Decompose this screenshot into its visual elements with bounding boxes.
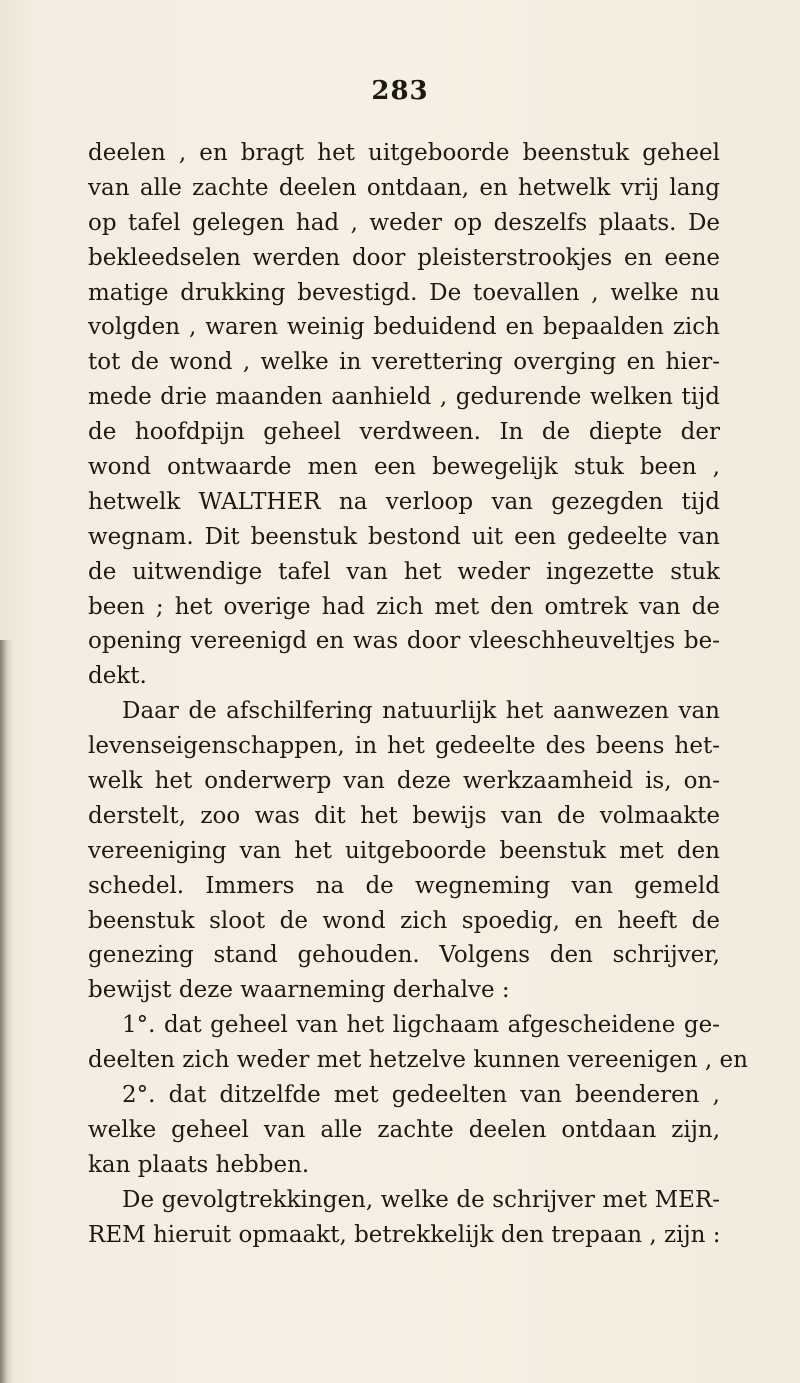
text-line: vereeniging van het uitgeboorde beenstuk met den: [88, 837, 720, 864]
paragraph-first-line: Daar de afschilfering natuurlijk het aanwezen van: [122, 698, 720, 725]
paragraph-first-line: De gevolgtrekkingen, welke de schrijver met MER-: [122, 1186, 720, 1213]
text-line: van alle zachte deelen ontdaan, en hetwelk vrij lang: [88, 174, 720, 201]
text-line: welke geheel van alle zachte deelen ontdaan zijn,: [88, 1116, 720, 1143]
text-line: op tafel gelegen had , weder op deszelfs plaats. De: [88, 209, 720, 236]
body-text: [88, 136, 748, 1253]
text-line: been ; het overige had zich met den omtrek van de: [88, 593, 720, 620]
text-line: matige drukking bevestigd. De toevallen , welke nu: [88, 279, 720, 306]
text-line: deelten zich weder met hetzelve kunnen vereenigen , en: [88, 1047, 748, 1074]
text-line: wegnam. Dit beenstuk bestond uit een gedeelte van: [88, 523, 720, 550]
text-line: kan plaats hebben.: [88, 1151, 310, 1178]
text-line: de uitwendige tafel van het weder ingezette stuk: [88, 558, 720, 585]
text-line: hetwelk WALTHER na verloop van gezegden tijd: [88, 488, 720, 515]
text-line: bekleedselen werden door pleisterstrookjes en eene: [88, 244, 720, 271]
numbered-item-2: 2°. dat ditzelfde met gedeelten van beenderen ,: [122, 1082, 720, 1109]
text-line: REM hieruit opmaakt, betrekkelijk den trepaan , zijn :: [88, 1221, 721, 1248]
text-line: dekt.: [88, 663, 147, 690]
text-line: derstelt, zoo was dit het bewijs van de volmaakte: [88, 802, 720, 829]
text-line: mede drie maanden aanhield , gedurende welken tijd: [88, 384, 720, 411]
text-line: volgden , waren weinig beduidend en bepaalden zich: [88, 314, 720, 341]
text-line: schedel. Immers na de wegneming van gemeld: [88, 872, 720, 899]
text-line: genezing stand gehouden. Volgens den schrijver,: [88, 942, 720, 969]
page-number: 283: [371, 76, 429, 106]
text-line: bewijst deze waarneming derhalve :: [88, 977, 510, 1004]
page-gutter-shadow: [0, 640, 14, 1383]
numbered-item-1: 1°. dat geheel van het ligchaam afgescheidene ge-: [122, 1012, 720, 1039]
text-line: opening vereenigd en was door vleeschheuveltjes be-: [88, 628, 720, 655]
text-line: levenseigenschappen, in het gedeelte des beens het-: [88, 733, 720, 760]
text-line: de hoofdpijn geheel verdween. In de diepte der: [88, 419, 720, 446]
text-line: deelen , en bragt het uitgeboorde beenstuk geheel: [88, 140, 720, 166]
text-line: beenstuk sloot de wond zich spoedig, en heeft de: [88, 907, 720, 934]
text-line: wond ontwaarde men een bewegelijk stuk been ,: [88, 454, 720, 481]
text-line: welk het onderwerp van deze werkzaamheid is, on-: [88, 768, 720, 795]
text-line: tot de wond , welke in verettering overging en hier-: [88, 349, 720, 376]
